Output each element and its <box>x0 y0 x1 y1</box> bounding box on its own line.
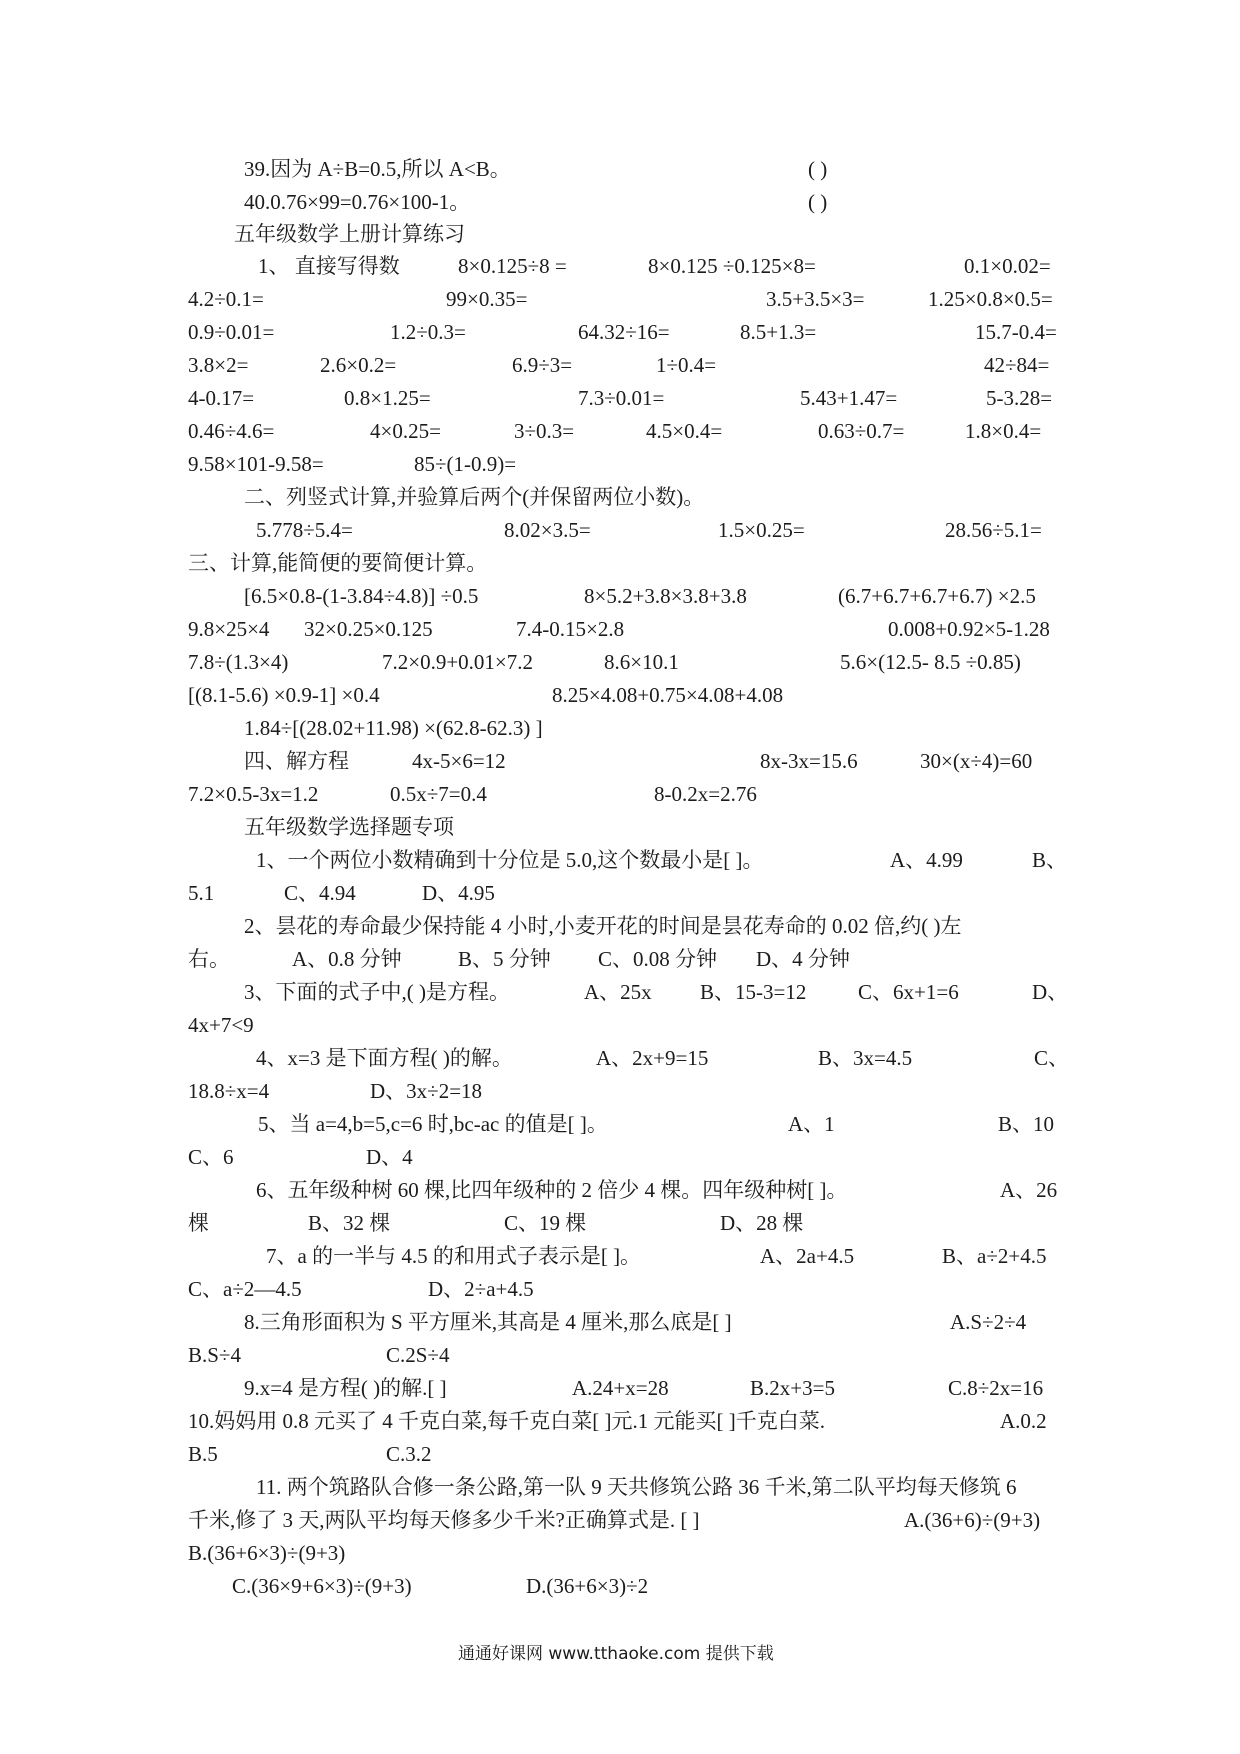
simplify-row <box>0 614 1240 644</box>
calc-item: 1.25×0.8×0.5= <box>928 287 1053 311</box>
equation-item: 0.5x÷7=0.4 <box>390 782 487 806</box>
calc-item: 85÷(1-0.9)= <box>414 452 517 476</box>
calc-item: 8.5+1.3= <box>740 320 817 344</box>
calc-item: 1÷0.4= <box>656 353 717 377</box>
calc-row <box>0 416 1240 446</box>
calc-row <box>0 449 1240 479</box>
calc-item: 0.63÷0.7= <box>818 419 905 443</box>
calc-item: 15.7-0.4= <box>975 320 1057 344</box>
simplify-item: [6.5×0.8-(1-3.84÷4.8)] ÷0.5 <box>244 584 479 608</box>
vertical-item: 28.56÷5.1= <box>945 518 1042 542</box>
simplify-item: 32×0.25×0.125 <box>304 617 433 641</box>
calc-item: 3÷0.3= <box>514 419 575 443</box>
calc-item: 42÷84= <box>984 353 1050 377</box>
simplify-item: 7.8÷(1.3×4) <box>188 650 289 674</box>
simplify-item: 8.6×10.1 <box>604 650 679 674</box>
choice-line: 4、x=3 是下面方程( )的解。 A、2x+9=15 B、3x=4.5 C、 <box>256 1046 1070 1070</box>
choice-line: 4x+7<9 <box>188 1013 254 1037</box>
simplify-item: 8.25×4.08+0.75×4.08+4.08 <box>552 683 784 707</box>
calc-row <box>0 284 1240 314</box>
vertical-item: 8.02×3.5= <box>504 518 591 542</box>
choice-line: C.(36×9+6×3)÷(9+3) D.(36+6×3)÷2 <box>232 1574 649 1598</box>
calc-row <box>0 350 1240 380</box>
choice-line: 18.8÷x=4 D、3x÷2=18 <box>188 1079 483 1103</box>
calc-item: 7.3÷0.01= <box>578 386 665 410</box>
calc-item: 0.8×1.25= <box>344 386 431 410</box>
calc-item: 4.2÷0.1= <box>188 287 264 311</box>
tf-row-40 <box>0 187 1240 217</box>
simplify-item: 9.8×25×4 <box>188 617 270 641</box>
calc-item: 9.58×101-9.58= <box>188 452 324 476</box>
choice-line: 10.妈妈用 0.8 元买了 4 千克白菜,每千克白菜[ ]元.1 元能买[ ]千克白菜. A.0.2 <box>188 1409 1047 1433</box>
simplify-row <box>0 581 1240 611</box>
vertical-item: 5.778÷5.4= <box>256 518 353 542</box>
calc-item: 99×0.35= <box>446 287 528 311</box>
section-title-vertical: 二、列竖式计算,并验算后两个(并保留两位小数)。 <box>244 485 705 509</box>
calc-item: 2.6×0.2= <box>320 353 397 377</box>
equation-heading: 四、解方程 <box>244 749 349 773</box>
choice-line: B.S÷4 C.2S÷4 <box>188 1343 450 1367</box>
simplify-item: 8×5.2+3.8×3.8+3.8 <box>584 584 747 608</box>
choice-line: B.5 C.3.2 <box>188 1442 432 1466</box>
calc-item: 4×0.25= <box>370 419 441 443</box>
section-title-calc-practice: 五年级数学上册计算练习 <box>234 222 465 246</box>
choice-line: 6、五年级种树 60 棵,比四年级种的 2 倍少 4 棵。四年级种树[ ]。 A、26 <box>256 1178 1058 1202</box>
choice-line: 千米,修了 3 天,两队平均每天修多少千米?正确算式是. [ ] A.(36+6)÷(9+3) <box>188 1508 1041 1532</box>
simplify-item: 7.4-0.15×2.8 <box>516 617 625 641</box>
simplify-item: 0.008+0.92×5-1.28 <box>888 617 1050 641</box>
tf-row-39 <box>0 154 1240 184</box>
choice-line: 11. 两个筑路队合修一条公路,第一队 9 天共修筑公路 36 千米,第二队平均每天修筑 6 <box>256 1475 1017 1499</box>
section-title-choice: 五年级数学选择题专项 <box>244 815 454 839</box>
equation-item: 8x-3x=15.6 <box>760 749 858 773</box>
calc-row <box>0 317 1240 347</box>
choice-line: 3、下面的式子中,( )是方程。 A、25x B、15-3=12 C、6x+1=6 D、 <box>244 980 1069 1004</box>
equation-row <box>0 779 1240 809</box>
simplify-row <box>0 647 1240 677</box>
simplify-item: (6.7+6.7+6.7+6.7) ×2.5 <box>838 584 1036 608</box>
tf-item-text: 40.0.76×99=0.76×100-1。 <box>244 190 471 214</box>
calc-item: 6.9÷3= <box>512 353 573 377</box>
simplify-row <box>0 680 1240 710</box>
answer-paren: ( ) <box>808 157 828 181</box>
calc-row <box>0 383 1240 413</box>
equation-item: 30×(x÷4)=60 <box>920 749 1033 773</box>
tf-item-text: 39.因为 A÷B=0.5,所以 A<B。 <box>244 157 511 181</box>
calc-item: 8×0.125÷8 = <box>458 254 567 278</box>
section-title-simplify: 三、计算,能简便的要简便计算。 <box>188 551 488 575</box>
choice-line: C、6 D、4 <box>188 1145 413 1169</box>
calc-item: 64.32÷16= <box>578 320 670 344</box>
simplify-item: [(8.1-5.6) ×0.9-1] ×0.4 <box>188 683 380 707</box>
calc-item: 8×0.125 ÷0.125×8= <box>648 254 816 278</box>
choice-line: 1、一个两位小数精确到十分位是 5.0,这个数最小是[ ]。 A、4.99 B、 <box>256 848 1068 872</box>
calc-item: 0.1×0.02= <box>964 254 1051 278</box>
calc-item: 3.5+3.5×3= <box>766 287 865 311</box>
calc-item: 1.2÷0.3= <box>390 320 466 344</box>
choice-line: C、a÷2—4.5 D、2÷a+4.5 <box>188 1277 534 1301</box>
answer-paren: ( ) <box>808 190 828 214</box>
choice-line: 2、昙花的寿命最少保持能 4 小时,小麦开花的时间是昙花寿命的 0.02 倍,约( )左 <box>244 914 962 938</box>
choice-line: 棵 B、32 棵 C、19 棵 D、28 棵 <box>188 1211 804 1235</box>
equation-row <box>0 746 1240 776</box>
choice-line: 右。 A、0.8 分钟 B、5 分钟 C、0.08 分钟 D、4 分钟 <box>188 947 850 971</box>
calc-item: 4-0.17= <box>188 386 255 410</box>
calc-item: 3.8×2= <box>188 353 249 377</box>
page-footer: 通通好课网 www.tthaoke.com 提供下载 <box>458 1644 774 1664</box>
calc-item: 5.43+1.47= <box>800 386 898 410</box>
calc-heading: 1、 直接写得数 <box>258 254 400 278</box>
simplify-item: 5.6×(12.5- 8.5 ÷0.85) <box>840 650 1021 674</box>
equation-item: 7.2×0.5-3x=1.2 <box>188 782 319 806</box>
calc-item: 5-3.28= <box>986 386 1053 410</box>
choice-line: 5.1 C、4.94 D、4.95 <box>188 881 495 905</box>
calc-item: 1.8×0.4= <box>965 419 1042 443</box>
choice-line: 9.x=4 是方程( )的解.[ ] A.24+x=28 B.2x+3=5 C.8÷2x=16 <box>244 1376 1044 1400</box>
calc-item: 4.5×0.4= <box>646 419 723 443</box>
calc-item: 0.46÷4.6= <box>188 419 275 443</box>
choice-line: 7、a 的一半与 4.5 的和用式子表示是[ ]。 A、2a+4.5 B、a÷2+4.5 <box>266 1244 1047 1268</box>
simplify-item: 1.84÷[(28.02+11.98) ×(62.8-62.3) ] <box>244 716 543 740</box>
calc-row <box>0 251 1240 281</box>
equation-item: 8-0.2x=2.76 <box>654 782 757 806</box>
calc-item: 0.9÷0.01= <box>188 320 275 344</box>
vertical-item: 1.5×0.25= <box>718 518 805 542</box>
equation-item: 4x-5×6=12 <box>412 749 506 773</box>
simplify-item: 7.2×0.9+0.01×7.2 <box>382 650 534 674</box>
simplify-row <box>0 713 1240 743</box>
choice-line: 8.三角形面积为 S 平方厘米,其高是 4 厘米,那么底是[ ] A.S÷2÷4 <box>244 1310 1027 1334</box>
vertical-row <box>0 515 1240 545</box>
choice-line: 5、当 a=4,b=5,c=6 时,bc-ac 的值是[ ]。 A、1 B、10 <box>258 1112 1055 1136</box>
choice-line: B.(36+6×3)÷(9+3) <box>188 1541 346 1565</box>
